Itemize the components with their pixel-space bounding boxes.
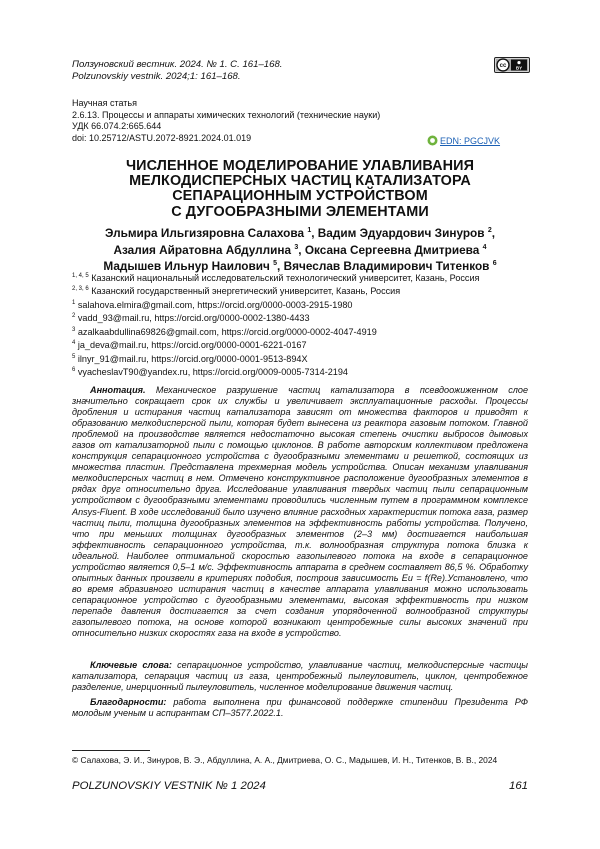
affiliations bbox=[72, 271, 532, 379]
acknowledgment-label: Благодарности: bbox=[90, 697, 167, 707]
author-sup: 3 bbox=[294, 243, 299, 251]
copyright: © Салахова, Э. И., Зинуров, В. Э., Абдуллина, А. А., Дмитриева, О. С., Мадышев, И. Н., Титенков, В. В., 2024 bbox=[72, 755, 498, 765]
journal-citation bbox=[72, 59, 282, 84]
title-line: ЧИСЛЕННОЕ МОДЕЛИРОВАНИЕ УЛАВЛИВАНИЯ bbox=[125, 158, 475, 174]
keywords bbox=[72, 660, 528, 693]
author-name: Азалия Айратовна Абдуллина bbox=[113, 242, 292, 257]
author-sup: 2 bbox=[487, 227, 492, 234]
contact-line[interactable]: $^5$ ilnyr_91@mail.ru, https://orcid.org/0000-0001-9513-894X bbox=[72, 353, 308, 364]
specialty: 2.6.13. Процессы и аппараты химических технологий (технические науки) bbox=[72, 109, 381, 120]
acknowledgment-text: работа выполнена при финансовой поддержке стипендии Президента РФ молодым ученым и аспирантам СП–3577.2022.1. bbox=[72, 697, 528, 719]
contact-line[interactable]: $^1$ salahova.elmira@gmail.com, https://orcid.org/0000-0003-2915-1980 bbox=[72, 299, 353, 310]
acknowledgment bbox=[72, 697, 528, 719]
edn-icon bbox=[427, 135, 438, 146]
author-name: Оксана Сергеевна Дмитриева bbox=[304, 242, 480, 257]
contact-line[interactable]: $^3$ azalkaabdullina69826@gmail.com, https://orcid.org/0000-0002-4047-4919 bbox=[72, 326, 377, 337]
article-title bbox=[60, 159, 540, 220]
doi[interactable]: doi: 10.25712/ASTU.2072-8921.2024.01.019 bbox=[72, 132, 252, 143]
edn-text[interactable]: EDN: PGCJVK bbox=[440, 135, 501, 146]
keywords-text: сепарационное устройство, улавливание частиц, мелкодисперсные частицы катализатора, сепарация частиц из газа, центробежный пылеуловитель, циклон, центробежное разделение, инерционный пылеуловитель, численное моделирование движения частиц. bbox=[72, 660, 528, 693]
affiliation-line: $^{1, 4, 5}$ Казанский национальный исследовательский технологический университет, Казань, Россия bbox=[72, 273, 480, 284]
citation-ru: Ползуновский вестник. 2024. № 1. С. 161–168. bbox=[72, 59, 283, 70]
affiliation-line: $^{2, 3, 6}$ Казанский государственный энергетический университет, Казань, Россия bbox=[72, 286, 401, 297]
citation-en: Polzunovskiy vestnik. 2024;1: 161–168. bbox=[72, 71, 241, 83]
keywords-label: Ключевые слова: bbox=[90, 660, 172, 670]
page-number: 161 bbox=[508, 780, 528, 792]
author-sup: 4 bbox=[482, 243, 487, 251]
license-label: BY bbox=[515, 65, 523, 71]
author-sup: 6 bbox=[492, 260, 497, 268]
author-name: Вадим Эдуардович Зинуров bbox=[317, 225, 485, 240]
footnote-divider bbox=[72, 750, 150, 751]
author-name: Мадышев Ильнур Наилович bbox=[103, 258, 270, 273]
author-sup: 5 bbox=[273, 260, 278, 268]
author-name: Вячеслав Владимирович Титенков bbox=[283, 258, 490, 273]
abstract-text: Механическое разрушение частиц катализатора в псевдоожиженном слое значительно сокращает срок их службы и увеличивает эксплуатационные расходы. Процессы дробления и истирания частиц катализатора зависят от множества факторов и приводят к образованию мелкодисперсной пыли, которая будет вынесена из реактора газовым потоком. Главной проблемой на производстве является недостаточно высокая степень очистки выбросов дымовых газов от катализаторной пыли с помощью циклонов. В работе авторским коллективом предложена конструкция сепарационного устройства с дугообразными элементами и решеткой, состоящих из множества пластин. Представлена трехмерная модель устройства. Описан механизм улавливания мелкодисперсных частиц в нем. Отмечено конструктивное расположение дугообразных элементов в рядах друг относительно друга. Исследование улавливания твердых частиц пыли сепарационным устройством с дугообразными элементами проводились численным путем в программном комплексе Ansys-Fluent. В ходе исследований было изучено влияние расходных характеристик потока газа, размер частиц пыли, толщина дугообразных элементов на эффективность работы устройства. Получено, что при меньших толщинах дугообразных элементов (2–3 мм) достигается наибольшая эффективность сепарационного устройства, т.к. волнообразная структура потока близка к идеальной. Наиболее оптимальной скоростью газопылевого потока на входе в сепарационное устройство является 0,5–1 м/с. Эффективность аппарата в среднем составляет 86,5 %. Обработку опытных данных произвели в критериях подобия, построив зависимость Eu = f(Re).Установлено, что во время абразивного истирания частиц в качестве аппарата улавливания можно использовать сепарационное устройство с дугообразными элементами, высокая эффективность при низком перепаде давления достигается за счет создания упорядоченной волнообразной структуры газопылевого потока, на основе которой возникают центробежные силы высоких значений при относительно низких скоростях газа на входе в устройство. bbox=[72, 385, 528, 639]
udc: УДК 66.074.2:665.644 bbox=[72, 121, 162, 132]
article-meta bbox=[72, 98, 380, 144]
edn-link[interactable] bbox=[427, 135, 500, 146]
author-name: Эльмира Ильгизяровна Салахова bbox=[104, 225, 305, 240]
svg-text:cc: cc bbox=[499, 63, 507, 70]
cc-by-icon[interactable] bbox=[494, 57, 530, 73]
contact-line[interactable]: $^4$ ja_deva@mail.ru, https://orcid.org/0000-0001-6221-0167 bbox=[72, 340, 307, 351]
article-type: Научная статья bbox=[72, 98, 137, 108]
author-list: Эльмира Ильгизяровна Салахова $^1$, Вадим Эдуардович Зинуров $^2$, Азалия Айратовна Абдуллина $^3$, Оксана Сергеевна Дмитриева $^4$ Мадышев Ильнур Наилович $^5$, Вячеслав Владимирович Титенков $^6$ bbox=[103, 225, 497, 273]
contact-line[interactable]: $^6$ vyacheslavT90@yandex.ru, https://orcid.org/0009-0005-7314-2194 bbox=[72, 367, 348, 378]
title-line: МЕЛКОДИСПЕРСНЫХ ЧАСТИЦ КАТАЛИЗАТОРА bbox=[129, 173, 471, 190]
abstract bbox=[72, 385, 528, 639]
abstract-label: Аннотация. bbox=[90, 385, 146, 395]
title-line: СЕПАРАЦИОННЫМ УСТРОЙСТВОМ bbox=[172, 188, 428, 205]
author-sup: 1 bbox=[307, 227, 312, 234]
title-line: С ДУГООБРАЗНЫМИ ЭЛЕМЕНТАМИ bbox=[171, 203, 429, 220]
footer-journal: POLZUNOVSKIY VESTNIK № 1 2024 bbox=[72, 780, 266, 792]
contact-line[interactable]: $^2$ vadd_93@mail.ru, https://orcid.org/0000-0002-1380-4433 bbox=[72, 313, 310, 324]
